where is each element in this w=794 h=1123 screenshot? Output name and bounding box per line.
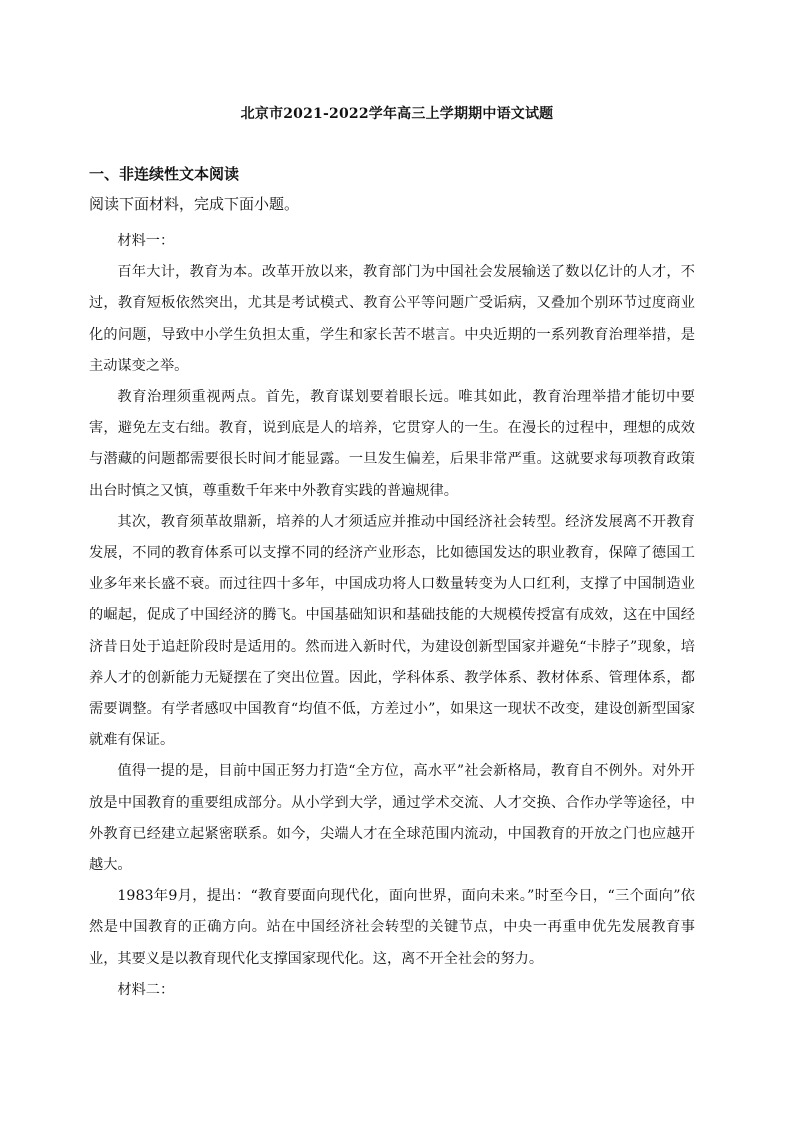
material-2-label: 材料二： <box>117 981 175 998</box>
section-heading: 一、非连续性文本阅读 <box>89 165 240 183</box>
instruction-text: 阅读下面材料，完成下面小题。 <box>89 195 300 213</box>
paragraph-2: 教育治理须重视两点。首先，教育谋划要着眼长远。唯其如此，教育治理举措才能切中要害，避免左支右绌。教育，说到底是人的培养，它贯穿人的一生。在漫长的过程中，理想的成效与潜藏的问题都需要很长时间才能显露。一旦发生偏差，后果非常严重。这就要求每项教育政策出台时慎之又慎，尊重数千年来中外教育实践的普遍规律。 <box>89 389 695 499</box>
paragraph-1: 百年大计，教育为本。改革开放以来，教育部门为中国社会发展输送了数以亿计的人才，不过，教育短板依然突出，尤其是考试模式、教育公平等问题广受诟病，又叠加个别环节过度商业化的问题，导致中小学生负担太重，学生和家长苦不堪言。中央近期的一系列教育治理举措，是主动谋变之举。 <box>89 264 695 374</box>
paragraph-4: 值得一提的是，目前中国正努力打造“全方位，高水平”社会新格局，教育自不例外。对外开放是中国教育的重要组成部分。从小学到大学，通过学术交流、人才交换、合作办学等途径，中外教育已经建立起紧密联系。如今，尖端人才在全球范围内流动，中国教育的开放之门也应越开越大。 <box>89 763 695 874</box>
paragraph-3: 其次，教育须革故鼎新，培养的人才须适应并推动中国经济社会转型。经济发展离不开教育发展，不同的教育体系可以支撑不同的经济产业形态，比如德国发达的职业教育，保障了德国工业多年来长盛不衰。而过往四十多年，中国成功将人口数量转变为人口红利，支撑了中国制造业的崛起，促成了中国经济的腾飞。中国基础知识和基础技能的大规模传授富有成效，这在中国经济昔日处于追赶阶段时是适用的。然而进入新时代，为建设创新型国家并避免“卡脖子”现象，培养人才的创新能力无疑摆在了突出位置。因此，学科体系、教学体系、教材体系、管理体系，都需要调整。有学者感叹中国教育“均值不低，方差过小”，如果这一现状不改变，建设创新型国家就难有保证。 <box>89 513 695 749</box>
material-1-label: 材料一： <box>117 233 175 249</box>
document-title: 北京市2021-2022学年高三上学期期中语文试题 <box>240 106 554 122</box>
paragraph-5: 1983年9月，提出：“教育要面向现代化，面向世界，面向未来。”时至今日，“三个面向”依然是中国教育的正确方向。站在中国经济社会转型的关键节点，中央一再重申优先发展教育事业，其要义是以教育现代化支撑国家现代化。这，离不开全社会的努力。 <box>89 888 695 967</box>
passage-body <box>89 226 695 1006</box>
